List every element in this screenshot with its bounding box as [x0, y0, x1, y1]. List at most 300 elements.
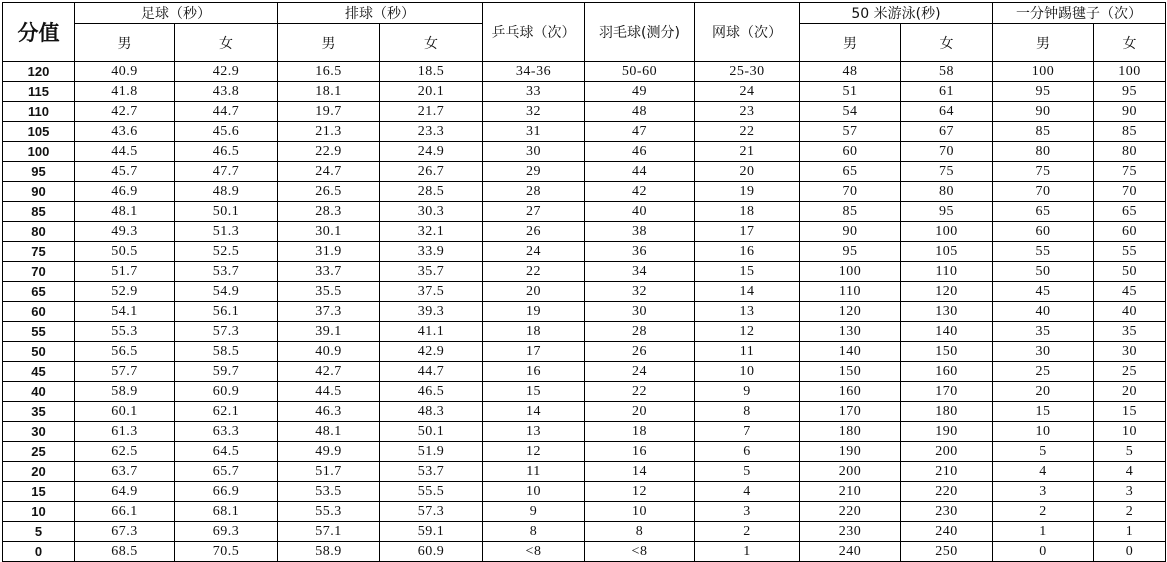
table-cell: 80: [993, 142, 1094, 162]
table-cell: 170: [901, 382, 993, 402]
table-cell: 105: [901, 242, 993, 262]
table-cell: 45.7: [75, 162, 175, 182]
table-cell: 25-30: [695, 62, 800, 82]
table-cell: 42.9: [380, 342, 483, 362]
table-cell: 52.5: [175, 242, 278, 262]
table-cell: 48: [800, 62, 901, 82]
table-row: [3, 122, 1166, 142]
table-cell: 230: [800, 522, 901, 542]
table-cell: 75: [1094, 162, 1166, 182]
table-row: [3, 362, 1166, 382]
table-cell: 0: [993, 542, 1094, 562]
table-cell: 140: [901, 322, 993, 342]
table-row: [3, 62, 1166, 82]
table-cell: 48.9: [175, 182, 278, 202]
table-row: [3, 242, 1166, 262]
table-cell: 80: [901, 182, 993, 202]
score-cell: 120: [3, 62, 75, 82]
table-cell: 44.5: [75, 142, 175, 162]
football-male-header: 男: [75, 24, 175, 62]
table-cell: 10: [585, 502, 695, 522]
table-cell: 100: [901, 222, 993, 242]
table-cell: 63.3: [175, 422, 278, 442]
table-cell: 25: [1094, 362, 1166, 382]
table-cell: 3: [695, 502, 800, 522]
table-cell: 57.7: [75, 362, 175, 382]
table-cell: 9: [483, 502, 585, 522]
volleyball-male-header: 男: [278, 24, 380, 62]
table-cell: 26: [585, 342, 695, 362]
table-cell: 57.3: [380, 502, 483, 522]
table-cell: 67: [901, 122, 993, 142]
table-row: [3, 82, 1166, 102]
table-cell: 40: [993, 302, 1094, 322]
table-cell: 50: [1094, 262, 1166, 282]
table-cell: 45: [993, 282, 1094, 302]
table-cell: 28: [585, 322, 695, 342]
table-cell: 35: [993, 322, 1094, 342]
table-cell: 100: [1094, 62, 1166, 82]
table-cell: 1: [1094, 522, 1166, 542]
table-cell: 24.7: [278, 162, 380, 182]
table-cell: 32.1: [380, 222, 483, 242]
score-cell: 35: [3, 402, 75, 422]
table-cell: 46.9: [75, 182, 175, 202]
table-cell: 58.5: [175, 342, 278, 362]
table-cell: 18.1: [278, 82, 380, 102]
badminton-header: 羽毛球(测分): [585, 3, 695, 62]
table-cell: 24: [695, 82, 800, 102]
table-cell: 27: [483, 202, 585, 222]
table-cell: 69.3: [175, 522, 278, 542]
table-row: [3, 282, 1166, 302]
table-cell: 49.9: [278, 442, 380, 462]
table-cell: 8: [585, 522, 695, 542]
table-cell: 180: [901, 402, 993, 422]
score-cell: 85: [3, 202, 75, 222]
table-cell: 51.7: [278, 462, 380, 482]
football-header: 足球（秒）: [75, 3, 278, 24]
table-cell: 20.1: [380, 82, 483, 102]
table-cell: 60: [993, 222, 1094, 242]
score-cell: 20: [3, 462, 75, 482]
table-cell: 17: [695, 222, 800, 242]
table-cell: 120: [901, 282, 993, 302]
score-cell: 95: [3, 162, 75, 182]
table-cell: 38: [585, 222, 695, 242]
table-cell: 190: [901, 422, 993, 442]
table-cell: 63.7: [75, 462, 175, 482]
table-cell: 60.1: [75, 402, 175, 422]
table-cell: 34-36: [483, 62, 585, 82]
table-cell: 1: [993, 522, 1094, 542]
table-cell: 43.8: [175, 82, 278, 102]
table-row: [3, 342, 1166, 362]
table-cell: 13: [695, 302, 800, 322]
table-cell: 10: [483, 482, 585, 502]
table-cell: 46.5: [175, 142, 278, 162]
table-cell: 22.9: [278, 142, 380, 162]
table-cell: 51.7: [75, 262, 175, 282]
table-cell: 180: [800, 422, 901, 442]
table-cell: 32: [585, 282, 695, 302]
table-cell: 190: [800, 442, 901, 462]
table-cell: 58.9: [278, 542, 380, 562]
table-cell: 200: [800, 462, 901, 482]
table-cell: 30.1: [278, 222, 380, 242]
table-cell: 60: [1094, 222, 1166, 242]
table-cell: 24: [483, 242, 585, 262]
table-cell: 11: [695, 342, 800, 362]
table-cell: 31: [483, 122, 585, 142]
table-row: [3, 202, 1166, 222]
table-cell: 18: [585, 422, 695, 442]
table-cell: 160: [800, 382, 901, 402]
table-row: [3, 162, 1166, 182]
table-cell: 95: [993, 82, 1094, 102]
score-cell: 30: [3, 422, 75, 442]
table-cell: 64.5: [175, 442, 278, 462]
table-cell: 39.3: [380, 302, 483, 322]
table-cell: 20: [695, 162, 800, 182]
table-cell: 65: [993, 202, 1094, 222]
score-header: 分值: [3, 3, 75, 62]
table-cell: 130: [901, 302, 993, 322]
table-cell: 62.1: [175, 402, 278, 422]
pingpong-header: 乒乓球（次）: [483, 3, 585, 62]
table-cell: 30: [585, 302, 695, 322]
table-cell: 25: [993, 362, 1094, 382]
table-cell: 19: [483, 302, 585, 322]
table-cell: 150: [800, 362, 901, 382]
table-cell: 37.5: [380, 282, 483, 302]
shuttlecock-female-header: 女: [1094, 24, 1166, 62]
table-cell: 90: [993, 102, 1094, 122]
table-cell: 220: [901, 482, 993, 502]
table-cell: 250: [901, 542, 993, 562]
table-row: [3, 442, 1166, 462]
table-cell: 44.5: [278, 382, 380, 402]
table-cell: 55: [993, 242, 1094, 262]
table-cell: 36: [585, 242, 695, 262]
score-cell: 0: [3, 542, 75, 562]
table-cell: 1: [695, 542, 800, 562]
table-cell: 50-60: [585, 62, 695, 82]
table-cell: 200: [901, 442, 993, 462]
table-cell: 40.9: [75, 62, 175, 82]
table-cell: 48: [585, 102, 695, 122]
volleyball-female-header: 女: [380, 24, 483, 62]
table-cell: 16: [695, 242, 800, 262]
table-cell: 53.5: [278, 482, 380, 502]
table-cell: 10: [993, 422, 1094, 442]
shuttlecock-male-header: 男: [993, 24, 1094, 62]
table-cell: 59.1: [380, 522, 483, 542]
table-cell: 33.7: [278, 262, 380, 282]
table-cell: 26.7: [380, 162, 483, 182]
table-cell: 65: [1094, 202, 1166, 222]
score-cell: 55: [3, 322, 75, 342]
table-cell: 53.7: [380, 462, 483, 482]
table-cell: 5: [993, 442, 1094, 462]
table-row: [3, 462, 1166, 482]
table-cell: 33.9: [380, 242, 483, 262]
table-cell: 12: [695, 322, 800, 342]
table-cell: 55.3: [75, 322, 175, 342]
table-cell: 10: [695, 362, 800, 382]
table-row: [3, 322, 1166, 342]
table-cell: 65.7: [175, 462, 278, 482]
table-cell: 60.9: [175, 382, 278, 402]
table-cell: 41.1: [380, 322, 483, 342]
table-row: [3, 482, 1166, 502]
table-cell: 24: [585, 362, 695, 382]
table-cell: 31.9: [278, 242, 380, 262]
score-cell: 100: [3, 142, 75, 162]
table-cell: 140: [800, 342, 901, 362]
table-cell: 22: [695, 122, 800, 142]
table-cell: 60.9: [380, 542, 483, 562]
table-cell: 130: [800, 322, 901, 342]
volleyball-header: 排球（秒）: [278, 3, 483, 24]
table-cell: 240: [800, 542, 901, 562]
table-cell: 15: [483, 382, 585, 402]
table-cell: 21: [695, 142, 800, 162]
table-cell: 110: [901, 262, 993, 282]
table-cell: 56.5: [75, 342, 175, 362]
table-cell: 23: [695, 102, 800, 122]
table-cell: 21.7: [380, 102, 483, 122]
table-cell: <8: [483, 542, 585, 562]
table-cell: 41.8: [75, 82, 175, 102]
table-cell: 19.7: [278, 102, 380, 122]
table-cell: 37.3: [278, 302, 380, 322]
table-cell: 48.1: [75, 202, 175, 222]
table-cell: 160: [901, 362, 993, 382]
table-cell: 60: [800, 142, 901, 162]
table-cell: 48.3: [380, 402, 483, 422]
score-cell: 25: [3, 442, 75, 462]
table-cell: 2: [993, 502, 1094, 522]
table-cell: 61.3: [75, 422, 175, 442]
table-row: [3, 522, 1166, 542]
table-cell: 18: [483, 322, 585, 342]
swim-male-header: 男: [800, 24, 901, 62]
table-cell: 64: [901, 102, 993, 122]
table-row: [3, 402, 1166, 422]
table-row: [3, 502, 1166, 522]
table-row: [3, 222, 1166, 242]
table-cell: 48.1: [278, 422, 380, 442]
table-row: [3, 542, 1166, 562]
table-cell: 40.9: [278, 342, 380, 362]
table-cell: 85: [1094, 122, 1166, 142]
table-cell: 28: [483, 182, 585, 202]
table-row: [3, 262, 1166, 282]
table-cell: 54.9: [175, 282, 278, 302]
table-cell: 85: [800, 202, 901, 222]
table-cell: 4: [1094, 462, 1166, 482]
table-cell: 51: [800, 82, 901, 102]
table-cell: 35.7: [380, 262, 483, 282]
table-cell: 7: [695, 422, 800, 442]
table-cell: 51.9: [380, 442, 483, 462]
table-row: [3, 142, 1166, 162]
table-cell: 67.3: [75, 522, 175, 542]
table-cell: 95: [1094, 82, 1166, 102]
table-cell: 55.5: [380, 482, 483, 502]
table-cell: 50.1: [380, 422, 483, 442]
table-cell: 22: [585, 382, 695, 402]
table-cell: 64.9: [75, 482, 175, 502]
table-cell: 20: [993, 382, 1094, 402]
table-cell: 220: [800, 502, 901, 522]
table-cell: 46.3: [278, 402, 380, 422]
table-cell: 95: [800, 242, 901, 262]
table-cell: 58.9: [75, 382, 175, 402]
table-cell: 44.7: [175, 102, 278, 122]
table-cell: 15: [1094, 402, 1166, 422]
table-row: [3, 182, 1166, 202]
table-cell: 8: [695, 402, 800, 422]
table-cell: 66.1: [75, 502, 175, 522]
table-cell: 46.5: [380, 382, 483, 402]
table-cell: 5: [695, 462, 800, 482]
table-cell: 85: [993, 122, 1094, 142]
score-cell: 70: [3, 262, 75, 282]
table-cell: 49.3: [75, 222, 175, 242]
table-cell: 70: [993, 182, 1094, 202]
table-cell: 57: [800, 122, 901, 142]
score-cell: 65: [3, 282, 75, 302]
score-table: [2, 2, 1166, 562]
table-cell: 45.6: [175, 122, 278, 142]
table-cell: 80: [1094, 142, 1166, 162]
table-cell: 42.7: [278, 362, 380, 382]
table-cell: 14: [483, 402, 585, 422]
table-cell: 12: [483, 442, 585, 462]
swim-female-header: 女: [901, 24, 993, 62]
table-cell: 21.3: [278, 122, 380, 142]
tennis-header: 网球（次）: [695, 3, 800, 62]
table-cell: 15: [993, 402, 1094, 422]
score-table-body: [3, 62, 1166, 562]
table-cell: 4: [695, 482, 800, 502]
table-cell: 39.1: [278, 322, 380, 342]
table-cell: 22: [483, 262, 585, 282]
table-cell: 75: [993, 162, 1094, 182]
table-cell: 70: [901, 142, 993, 162]
table-cell: 30: [1094, 342, 1166, 362]
table-cell: 56.1: [175, 302, 278, 322]
score-cell: 90: [3, 182, 75, 202]
table-cell: 30: [993, 342, 1094, 362]
shuttlecock-header: 一分钟踢毽子（次）: [993, 3, 1166, 24]
table-cell: 33: [483, 82, 585, 102]
table-row: [3, 382, 1166, 402]
table-row: [3, 302, 1166, 322]
table-cell: 13: [483, 422, 585, 442]
table-cell: 35.5: [278, 282, 380, 302]
table-cell: 17: [483, 342, 585, 362]
table-cell: 55: [1094, 242, 1166, 262]
score-cell: 40: [3, 382, 75, 402]
table-cell: 9: [695, 382, 800, 402]
table-cell: 15: [695, 262, 800, 282]
table-cell: 100: [993, 62, 1094, 82]
table-cell: 3: [993, 482, 1094, 502]
table-cell: 230: [901, 502, 993, 522]
table-cell: 40: [585, 202, 695, 222]
table-cell: 150: [901, 342, 993, 362]
score-cell: 5: [3, 522, 75, 542]
table-cell: 47.7: [175, 162, 278, 182]
table-cell: 46: [585, 142, 695, 162]
score-cell: 115: [3, 82, 75, 102]
table-cell: 90: [1094, 102, 1166, 122]
swim-header: 50 米游泳(秒): [800, 3, 993, 24]
score-cell: 60: [3, 302, 75, 322]
table-cell: 54: [800, 102, 901, 122]
table-cell: 44: [585, 162, 695, 182]
table-cell: 50.5: [75, 242, 175, 262]
table-cell: 50: [993, 262, 1094, 282]
table-cell: 26: [483, 222, 585, 242]
table-cell: 62.5: [75, 442, 175, 462]
table-cell: 2: [695, 522, 800, 542]
table-cell: 70.5: [175, 542, 278, 562]
table-cell: 170: [800, 402, 901, 422]
table-cell: 95: [901, 202, 993, 222]
table-cell: 44.7: [380, 362, 483, 382]
table-cell: 66.9: [175, 482, 278, 502]
table-cell: 28.5: [380, 182, 483, 202]
table-cell: 240: [901, 522, 993, 542]
table-cell: 68.1: [175, 502, 278, 522]
score-cell: 75: [3, 242, 75, 262]
table-cell: 8: [483, 522, 585, 542]
table-cell: 30.3: [380, 202, 483, 222]
table-cell: 57.1: [278, 522, 380, 542]
table-cell: 100: [800, 262, 901, 282]
table-cell: 11: [483, 462, 585, 482]
table-cell: 3: [1094, 482, 1166, 502]
table-cell: 54.1: [75, 302, 175, 322]
table-cell: 110: [800, 282, 901, 302]
table-cell: 32: [483, 102, 585, 122]
table-cell: 14: [585, 462, 695, 482]
table-cell: 35: [1094, 322, 1166, 342]
table-cell: 5: [1094, 442, 1166, 462]
table-cell: 52.9: [75, 282, 175, 302]
table-cell: 14: [695, 282, 800, 302]
table-cell: 90: [800, 222, 901, 242]
table-cell: 10: [1094, 422, 1166, 442]
table-cell: 18: [695, 202, 800, 222]
table-cell: 40: [1094, 302, 1166, 322]
score-cell: 105: [3, 122, 75, 142]
table-cell: 55.3: [278, 502, 380, 522]
table-cell: 4: [993, 462, 1094, 482]
table-cell: 57.3: [175, 322, 278, 342]
table-cell: 16: [585, 442, 695, 462]
table-cell: 26.5: [278, 182, 380, 202]
table-cell: 68.5: [75, 542, 175, 562]
score-cell: 10: [3, 502, 75, 522]
table-cell: 34: [585, 262, 695, 282]
table-row: [3, 422, 1166, 442]
table-cell: 51.3: [175, 222, 278, 242]
